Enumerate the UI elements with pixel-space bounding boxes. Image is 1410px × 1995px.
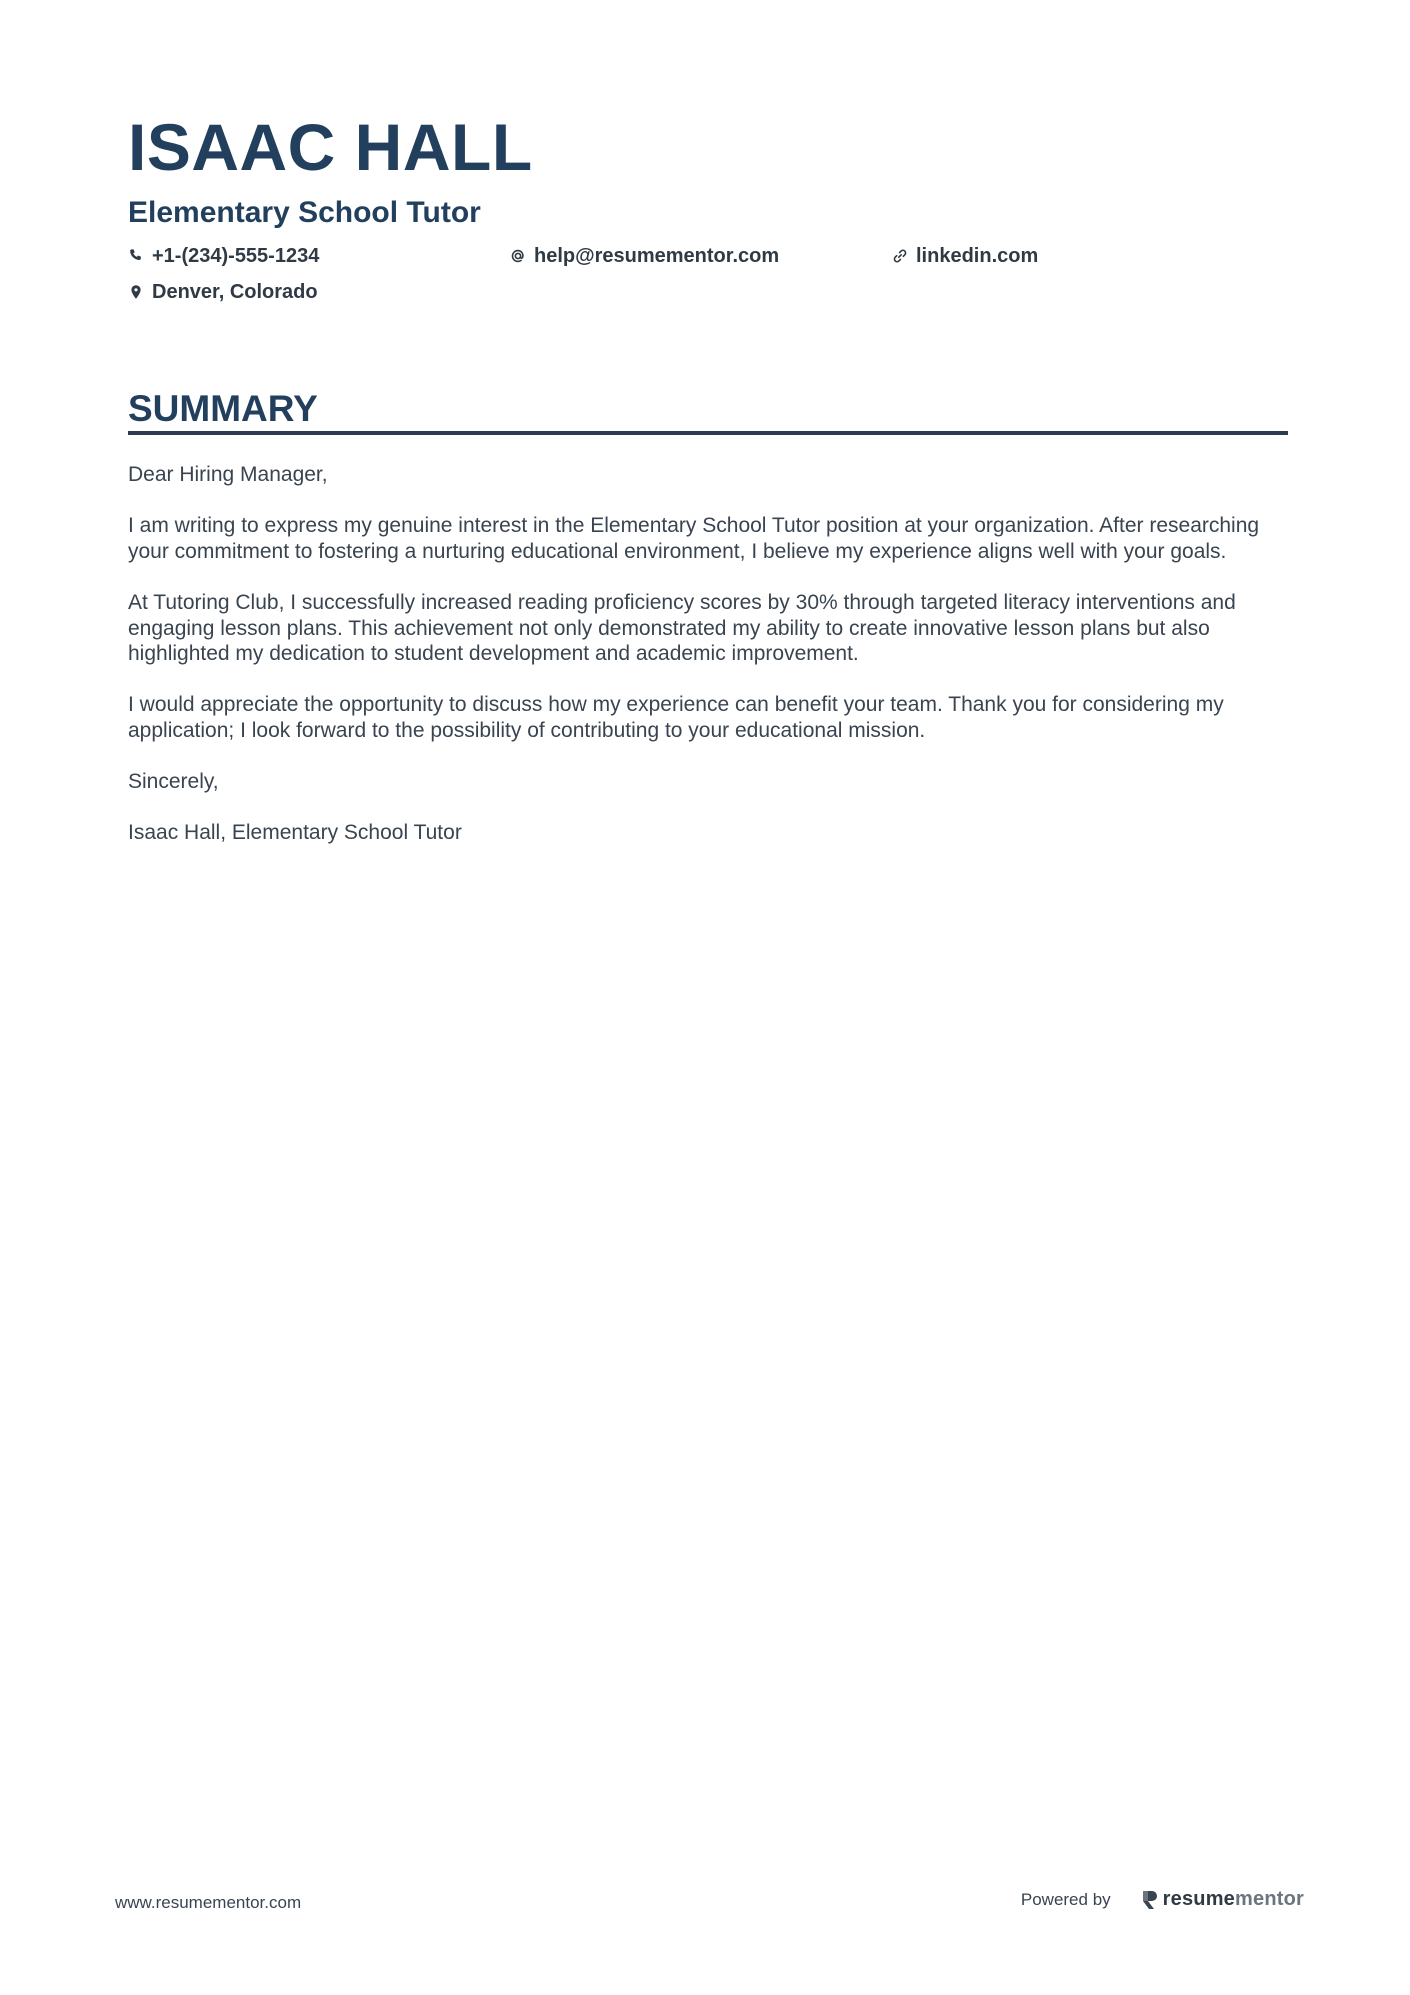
contact-linkedin[interactable] <box>892 242 1274 270</box>
brand-wordmark <box>1163 1888 1304 1911</box>
resumementor-logo-icon <box>1141 1889 1159 1911</box>
contact-location <box>128 278 510 306</box>
candidate-role: Elementary School Tutor <box>128 196 481 229</box>
powered-by-label: Powered by <box>1020 1889 1111 1909</box>
footer-website[interactable]: www.resumementor.com <box>115 1893 302 1912</box>
section-divider <box>128 431 1288 435</box>
brand-wordmark-mentor: mentor <box>1235 1888 1304 1910</box>
contact-linkedin-text[interactable]: linkedin.com <box>916 245 1039 267</box>
phone-icon <box>128 248 144 264</box>
contact-email[interactable] <box>510 242 892 270</box>
contact-phone-text: +1-(234)-555-1234 <box>152 245 320 267</box>
sign-off: Sincerely, <box>128 770 219 794</box>
letter-body <box>128 462 1293 872</box>
paragraph-intro: I am writing to express my genuine interest in the Elementary School Tutor position at your organization. After researching your commitment to fostering a nurturing educational environment, I believe my experience aligns well with your goals. <box>128 514 1260 563</box>
link-icon <box>892 248 908 264</box>
section-title-summary: SUMMARY <box>128 388 318 429</box>
contact-location-text: Denver, Colorado <box>152 281 318 303</box>
contact-email-text[interactable]: help@resumementor.com <box>534 245 780 267</box>
paragraph-achievement: At Tutoring Club, I successfully increased reading proficiency scores by 30% through targeted literacy interventions and engaging lesson plans. This achievement not only demonstrated my ability to create innovative lesson plans but also highlighted my dedication to student development and academic improvement. <box>128 590 1236 666</box>
candidate-name: ISAAC HALL <box>128 110 533 184</box>
at-icon <box>510 248 526 264</box>
contact-phone <box>128 242 510 270</box>
header <box>128 108 1288 306</box>
paragraph-closing: I would appreciate the opportunity to discuss how my experience can benefit your team. Thank you for considering my application; I look forward to the possibility of contributing to your educational mission. <box>128 693 1224 742</box>
footer-branding <box>1021 1888 1304 1911</box>
location-pin-icon <box>128 284 144 300</box>
salutation: Dear Hiring Manager, <box>128 463 328 486</box>
brand-logo[interactable] <box>1141 1888 1304 1911</box>
contact-list <box>128 242 1288 306</box>
brand-wordmark-resume: resume <box>1162 1888 1236 1910</box>
signature: Isaac Hall, Elementary School Tutor <box>128 821 462 845</box>
